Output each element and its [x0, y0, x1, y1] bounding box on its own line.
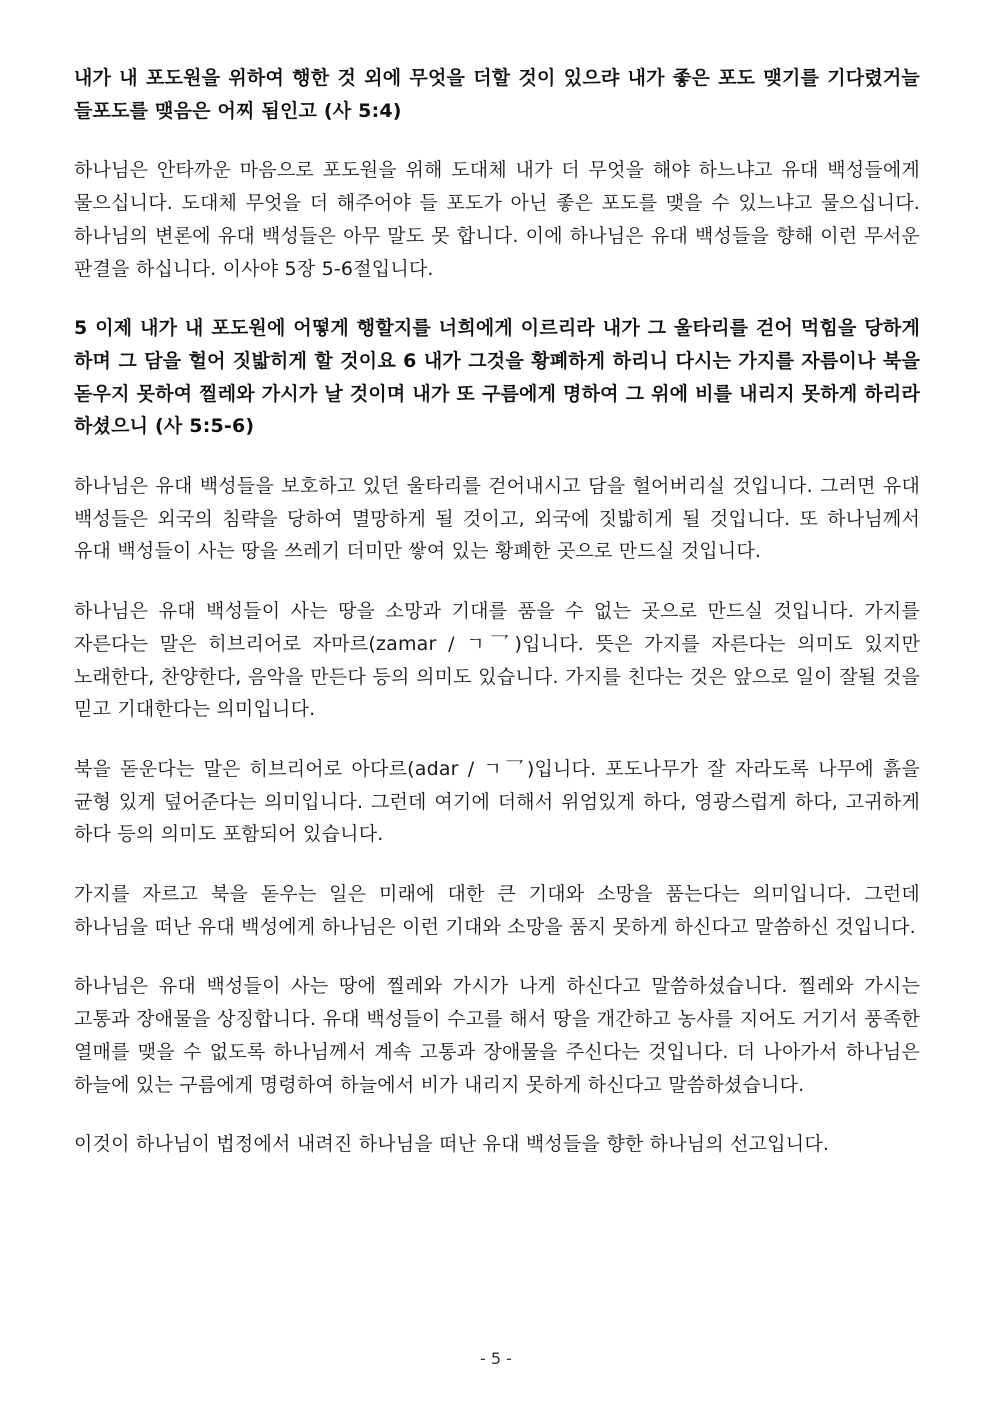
- body-paragraph: 하나님은 유대 백성들을 보호하고 있던 울타리를 걷어내시고 담을 헐어버리실 것입니다. 그러면 유대 백성들은 외국의 침략을 당하여 멸망하게 될 것이고, 외국에 짓밟히게 될 것입니다. 또 하나님께서 유대 백성들이 사는 땅을 쓰레기 더미만 쌓여 있는 황폐한 곳으로 만드실 것입니다.: [74, 475, 920, 563]
- body-paragraph: 가지를 자르고 북을 돋우는 일은 미래에 대한 큰 기대와 소망을 품는다는 의미입니다. 그런데 하나님을 떠난 유대 백성에게 하나님은 이런 기대와 소망을 품지 못하게 하신다고 말씀하신 것입니다.: [74, 883, 920, 938]
- document-body: [74, 62, 920, 1188]
- body-paragraph: 하나님은 유대 백성들이 사는 땅을 소망과 기대를 품을 수 없는 곳으로 만드실 것입니다. 가지를 자른다는 말은 히브리어로 자마르(zamar / ㄱ乛)입니다. 뜻은 가지를 자른다는 의미도 있지만 노래한다, 찬양한다, 음악을 만든다 등의 의미도 있습니다. 가지를 친다는 것은 앞으로 일이 잘될 것을 믿고 기대한다는 의미입니다.: [74, 600, 920, 721]
- scripture-quote-isaiah-5-5-6: 5 이제 내가 내 포도원에 어떻게 행할지를 너희에게 이르리라 내가 그 울타리를 걷어 먹힘을 당하게 하며 그 담을 헐어 짓밟히게 할 것이요 6 내가 그것을 황폐하게 하리니 다시는 가지를 자름이나 북을 돋우지 못하여 찔레와 가시가 날 것이며 내가 또 구름에게 명하여 그 위에 비를 내리지 못하게 하리라 하셨으니 (사 5:5-6): [74, 317, 920, 438]
- page-number: - 5 -: [480, 1349, 512, 1368]
- body-paragraph: 이것이 하나님이 법정에서 내려진 하나님을 떠난 유대 백성들을 향한 하나님의 선고입니다.: [74, 1133, 830, 1156]
- scripture-quote-isaiah-5-4: 내가 내 포도원을 위하여 행한 것 외에 무엇을 더할 것이 있으랴 내가 좋은 포도 맺기를 기다렸거늘 들포도를 맺음은 어찌 됨인고 (사 5:4): [74, 67, 920, 122]
- body-paragraph: 하나님은 안타까운 마음으로 포도원을 위해 도대체 내가 더 무엇을 해야 하느냐고 유대 백성들에게 물으십니다. 도대체 무엇을 더 해주어야 들 포도가 아닌 좋은 포도를 맺을 수 있느냐고 물으십니다. 하나님의 변론에 유대 백성들은 아무 말도 못 합니다. 이에 하나님은 유대 백성들을 향해 이런 무서운 판결을 하십니다. 이사야 5장 5-6절입니다.: [74, 159, 920, 280]
- body-paragraph: 북을 돋운다는 말은 히브리어로 아다르(adar / ㄱ乛)입니다. 포도나무가 잘 자라도록 나무에 흙을 균형 있게 덮어준다는 의미입니다. 그런데 여기에 더해서 위엄있게 하다, 영광스럽게 하다, 고귀하게 하다 등의 의미도 포함되어 있습니다.: [74, 757, 920, 846]
- body-paragraph: 하나님은 유대 백성들이 사는 땅에 찔레와 가시가 나게 하신다고 말씀하셨습니다. 찔레와 가시는 고통과 장애물을 상징합니다. 유대 백성들이 수고를 해서 땅을 개간하고 농사를 지어도 거기서 풍족한 열매를 맺을 수 없도록 하나님께서 계속 고통과 장애물을 주신다는 것입니다. 더 나아가서 하나님은 하늘에 있는 구름에게 명령하여 하늘에서 비가 내리지 못하게 하신다고 말씀하셨습니다.: [74, 975, 920, 1096]
